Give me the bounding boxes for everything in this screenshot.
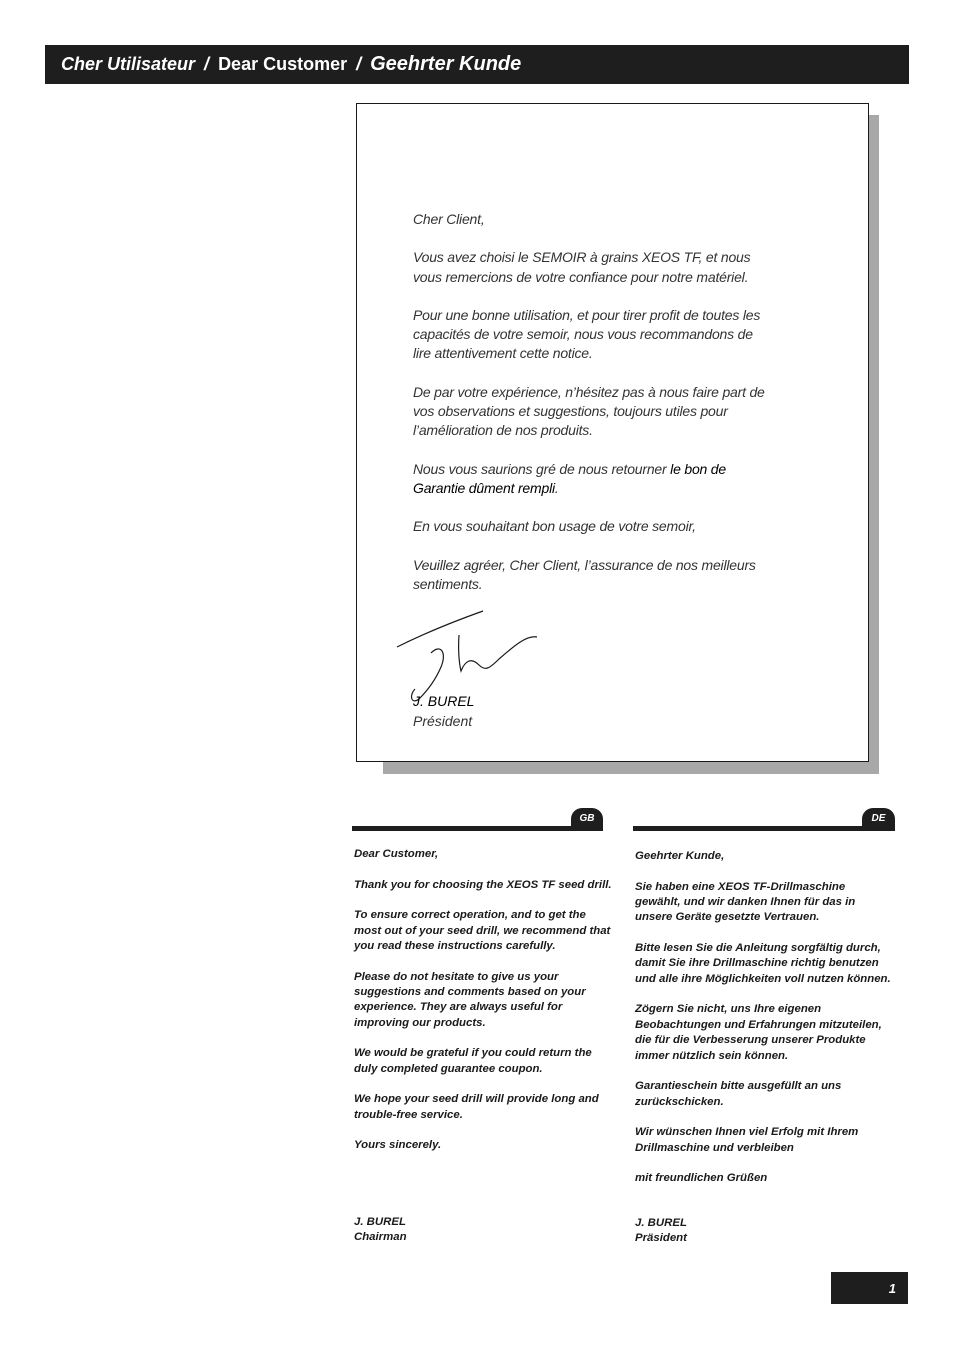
gb-language-tab: GB [571, 808, 603, 829]
letter-de-paragraph: Sie haben eine XEOS TF-Drillmaschine gewählt, und wir danken Ihnen für das in unsere Geräte gesetzte Vertrauen. [635, 880, 856, 924]
de-language-tab: DE [862, 808, 895, 829]
letter-fr-salutation: Cher Client, [413, 211, 485, 227]
letter-de-signer-name: J. BUREL [635, 1216, 687, 1229]
letter-de-salutation: Geehrter Kunde, [635, 850, 725, 862]
letter-fr-paragraph: De par votre expérience, n’hésitez pas à nous faire part de vos observations et suggestions, toujours utiles pour l’amélioration de nos produits. [413, 383, 765, 439]
letter-fr-signer-name: J. BUREL [413, 693, 475, 709]
letter-fr-paragraph: Vous avez choisi le SEMOIR à grains XEOS TF, et nous vous remercions de votre confiance pour notre matériel. [413, 249, 751, 285]
letter-de-paragraph: Wir wünschen Ihnen viel Erfolg mit Ihrem Drillmaschine und verbleiben [635, 1126, 859, 1154]
header-title-de: Geehrter Kunde [370, 53, 522, 75]
letter-fr-paragraph: Pour une bonne utilisation, et pour tirer profit de toutes les capacités de votre semoir, nous vous recommandons de lire attentivement cette notice. [413, 306, 761, 362]
letter-fr-body [413, 210, 768, 613]
letter-fr [356, 103, 869, 762]
header-title-gb: Dear Customer [218, 54, 348, 74]
letter-gb [354, 847, 616, 1246]
letter-gb-paragraph: To ensure correct operation, and to get the most out of your seed drill, we recommend that you read these instructions carefully. [354, 909, 611, 952]
letter-gb-paragraph: Thank you for choosing the XEOS TF seed drill. [354, 878, 612, 891]
letter-de-signer-title: Präsident [635, 1232, 687, 1245]
letter-fr-signer-title: Président [413, 713, 473, 729]
letter-fr-period: . [554, 479, 559, 496]
letter-gb-signer-title: Chairman [354, 1231, 407, 1244]
letter-fr-closing: Veuillez agréer, Cher Client, l’assurance de nos meilleurs sentiments. [413, 556, 756, 592]
header-title-fr: Cher Utilisateur [61, 54, 196, 74]
letter-gb-paragraph: We would be grateful if you could return the duly completed guarantee coupon. [354, 1047, 592, 1075]
de-section-rule [633, 826, 895, 831]
gb-section-rule [352, 826, 603, 831]
letter-de-paragraph: Garantieschein bitte ausgefüllt an uns zurückschicken. [635, 1080, 842, 1108]
letter-fr-guarantee-text: le bon de Garantie dûment rempli [413, 460, 726, 496]
page-number: 1 [831, 1272, 908, 1304]
letter-gb-salutation: Dear Customer, [354, 848, 439, 860]
page-header [45, 45, 909, 84]
letter-gb-paragraph: Please do not hesitate to give us your suggestions and comments based on your experience. They are always useful for improving our products. [354, 970, 586, 1029]
letter-de-paragraph: Zögern Sie nicht, uns Ihre eigenen Beobachtungen und Erfahrungen mitzuteilen, die für die Verbesserung unserer Produkte immer nützlich sein können. [635, 1003, 882, 1062]
header-separator: / [204, 54, 210, 74]
letter-gb-paragraph: We hope your seed drill will provide long and trouble-free service. [354, 1093, 599, 1121]
letter-gb-signer-name: J. BUREL [354, 1215, 406, 1228]
letter-de [635, 849, 891, 1246]
letter-fr-return-text: Nous vous saurions gré de nous retourner [413, 460, 671, 477]
letter-gb-closing: Yours sincerely. [354, 1139, 442, 1152]
letter-de-paragraph: Bitte lesen Sie die Anleitung sorgfältig durch, damit Sie ihre Drillmaschine richtig benutzen und alle ihre Möglichkeiten voll nutzen können. [635, 942, 891, 985]
letter-fr-paragraph: En vous souhaitant bon usage de votre semoir, [413, 518, 696, 535]
header-separator: / [356, 54, 362, 74]
letter-de-closing: mit freundlichen Grüßen [635, 1172, 768, 1185]
letter-fr-paragraph [413, 460, 768, 498]
